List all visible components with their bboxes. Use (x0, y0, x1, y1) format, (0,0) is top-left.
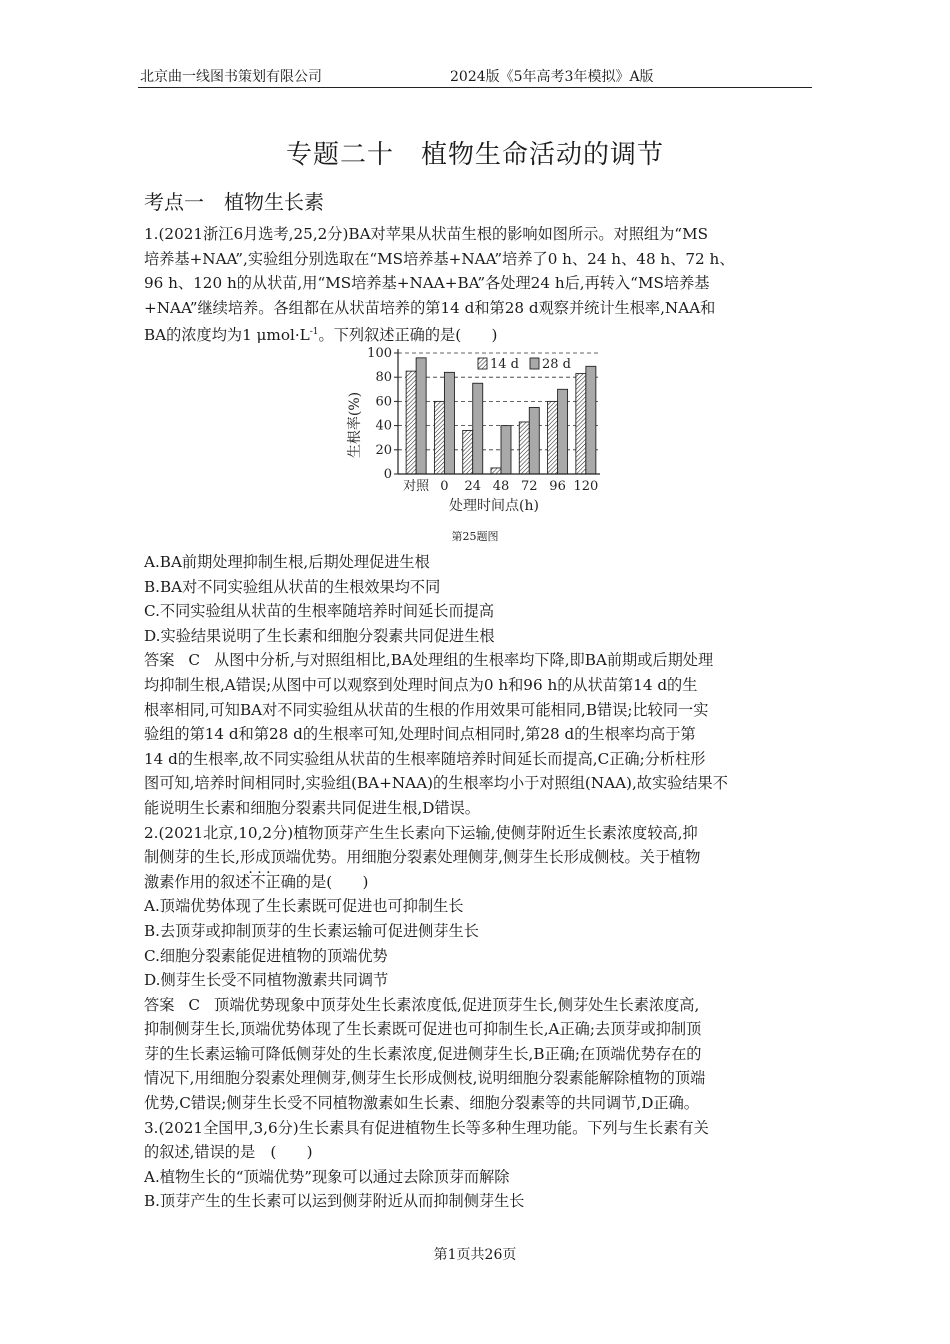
y-tick-label: 0 (383, 467, 392, 482)
legend-swatch-14d (478, 358, 487, 369)
legend-label-28d: 28 d (542, 357, 571, 372)
q2-text: 激素作用的叙述 (144, 872, 251, 891)
bar-14d (406, 371, 416, 474)
x-tick-label: 120 (573, 479, 599, 494)
bar-14d (434, 401, 444, 474)
q1-line-end: 。下列叙述正确的是( ) (318, 326, 498, 345)
chapter-title: 专题二十 植物生命活动的调节 (285, 140, 664, 170)
q1-option-c: C.不同实验组从状苗的生根率随培养时间延长而提高 (144, 602, 495, 621)
bar-14d (491, 468, 501, 474)
a1-line: 验组的第14 d和第28 d的生根率可知,处理时间点相同时,第28 d的生根率均高于第 (144, 725, 696, 744)
x-tick-label: 24 (464, 479, 481, 494)
legend-label-14d: 14 d (490, 357, 519, 372)
a1-text: 从图中分析,与对照组相比,BA处理组的生根率均下降,即BA前期或后期处理 (214, 651, 714, 670)
a1-line: 能说明生长素和细胞分裂素共同促进生根,D错误。 (144, 798, 480, 817)
q1-option-b: B.BA对不同实验组从状苗的生根效果均不同 (144, 577, 441, 596)
chart-legend (478, 357, 571, 372)
section-heading: 考点一 植物生长素 (144, 190, 324, 214)
q3-option-b: B.顶芽产生的生长素可以运到侧芽附近从而抑制侧芽生长 (144, 1192, 525, 1211)
bar-28d (416, 358, 426, 474)
bar-28d (501, 426, 511, 474)
a2-line: 抑制侧芽生长,顶端优势体现了生长素既可促进也可抑制生长,A正确;去顶芽或抑制顶 (144, 1020, 702, 1039)
q2-text-end: 的是( ) (295, 872, 369, 891)
answer-choice: C (188, 995, 200, 1014)
header-rule (138, 87, 812, 88)
header-book-title: 2024版《5年高考3年模拟》A版 (450, 69, 654, 85)
a2-line: 芽的生长素运输可降低侧芽处的生长素浓度,促进侧芽生长,B正确;在顶端优势存在的 (144, 1044, 702, 1063)
q1-option-d: D.实验结果说明了生长素和细胞分裂素共同促进生根 (144, 626, 495, 645)
bar-14d (548, 401, 558, 474)
legend-swatch-28d (530, 358, 539, 369)
y-tick-label: 100 (367, 346, 392, 361)
a2-line: 情况下,用细胞分裂素处理侧芽,侧芽生长形成侧枝,说明细胞分裂素能解除植物的顶端 (144, 1069, 706, 1088)
x-tick-label: 对照 (403, 479, 430, 494)
bar-28d (473, 383, 483, 474)
q2-line: 制侧芽的生长,形成顶端优势。用细胞分裂素处理侧芽,侧芽生长形成侧枝。关于植物 (144, 848, 701, 867)
a1-line: 图可知,培养时间相同时,实验组(BA+NAA)的生根率均小于对照组(NAA),故实验结果不 (144, 774, 728, 793)
q3-option-a: A.植物生长的“顶端优势”现象可以通过去除顶芽而解除 (144, 1167, 510, 1186)
answer-label: 答案 (144, 995, 175, 1014)
a2-text: 顶端优势现象中顶芽处生长素浓度低,促进顶芽生长,侧芽处生长素浓度高, (214, 995, 700, 1014)
x-tick-label: 96 (549, 479, 566, 494)
q1-line: 96 h、120 h的从状苗,用“MS培养基+NAA+BA”各处理24 h后,再转入“MS培养基 (144, 274, 710, 293)
bar-14d (519, 422, 529, 474)
a2-line: 优势,C错误;侧芽生长受不同植物激素如生长素、细胞分裂素等的共同调节,D正确。 (144, 1094, 699, 1113)
bar-28d (529, 407, 539, 474)
q2-option-c: C.细胞分裂素能促进植物的顶端优势 (144, 946, 388, 965)
a1-line: 14 d的生根率,故不同实验组从状苗的生根率随培养时间延长而提高,C正确;分析柱形 (144, 749, 706, 768)
q3-line: 3.(2021全国甲,3,6分)生长素具有促进植物生长等多种生理功能。下列与生长素有关 (144, 1118, 709, 1137)
bar-14d (576, 374, 586, 474)
q1-line-text: BA的浓度均为1 μmol·L (144, 326, 310, 345)
question-1 (144, 222, 814, 348)
y-tick-label: 60 (375, 394, 392, 410)
q2-line (144, 870, 814, 895)
answer-label: 答案 (144, 651, 175, 670)
q1-option-a: A.BA前期处理抑制生根,后期处理促进生根 (144, 553, 430, 571)
chart-y-ticks (367, 346, 392, 482)
x-tick-label: 48 (492, 479, 510, 494)
y-tick-label: 80 (375, 370, 392, 386)
bar-28d (586, 366, 596, 474)
q2-option-a: A.顶端优势体现了生长素既可促进也可抑制生长 (144, 897, 464, 916)
page-footer: 第1页共26页 (433, 1247, 517, 1263)
chart-y-label: 生根率(%) (347, 391, 363, 459)
q2-option-b: B.去顶芽或抑制顶芽的生长素运输可促进侧芽生长 (144, 921, 479, 940)
a1-line: 根率相同,可知BA对不同实验组从状苗的生根的作用效果可能相同,B错误;比较同一实 (144, 700, 709, 719)
figure-caption: 第25题图 (451, 530, 499, 543)
bar-28d (444, 372, 454, 474)
q1-options-and-answer (144, 550, 814, 1214)
q1-line (144, 320, 814, 348)
q1-line: 培养基+NAA”,实验组分别选取在“MS培养基+NAA”培养了0 h、24 h、48 h、72 h、 (144, 249, 735, 268)
chart-x-ticks (403, 478, 598, 494)
chart-bars (406, 358, 596, 474)
q2-emphasis: · · · 不正确 (250, 873, 296, 891)
a1-line: 均抑制生根,A错误;从图中可以观察到处理时间点为0 h和96 h的从状苗第14 d的生 (144, 675, 698, 694)
q2-option-d: D.侧芽生长受不同植物激素共同调节 (144, 971, 389, 990)
y-tick-label: 40 (375, 418, 392, 434)
answer-choice: C (188, 651, 200, 670)
chart-x-label: 处理时间点(h) (449, 498, 539, 514)
q2-line: 2.(2021北京,10,2分)植物顶芽产生生长素向下运输,使侧芽附近生长素浓度较高,抑 (144, 823, 698, 842)
q1-line: +NAA”继续培养。各组都在从状苗培养的第14 d和第28 d观察并统计生根率,NAA和 (144, 298, 716, 317)
a2-line (144, 993, 814, 1018)
x-tick-label: 0 (440, 479, 449, 494)
q1-exponent: -1 (309, 327, 319, 338)
bar-28d (558, 389, 568, 474)
bar-14d (463, 430, 473, 474)
rooting-rate-bar-chart (340, 345, 610, 517)
header-publisher: 北京曲一线图书策划有限公司 (140, 69, 322, 85)
q3-line: 的叙述,错误的是 ( ) (144, 1143, 313, 1162)
a1-line (144, 648, 814, 673)
x-tick-label: 72 (521, 479, 538, 494)
q1-line: 1.(2021浙江6月选考,25,2分)BA对苹果从状苗生根的影响如图所示。对照组为“MS (144, 225, 709, 243)
y-tick-label: 20 (375, 442, 392, 458)
